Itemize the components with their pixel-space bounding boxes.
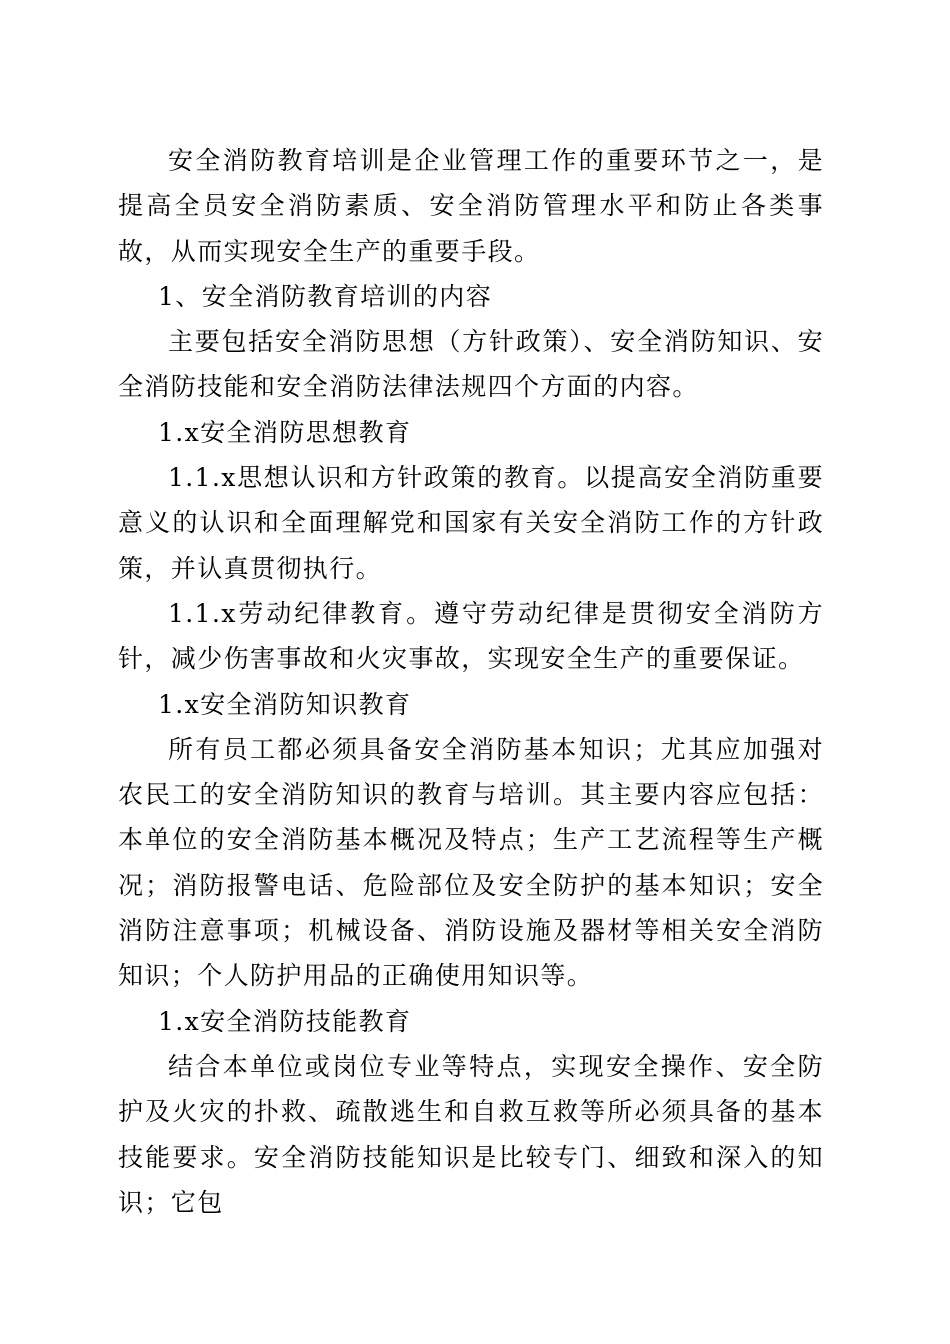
body-paragraph-knowledge-content: 所有员工都必须具备安全消防基本知识；尤其应加强对农民工的安全消防知识的教育与培训。其主要内容应包括：本单位的安全消防基本概况及特点；生产工艺流程等生产概况；消防报警电话、危险部位及安全防护的基本知识；安全消防注意事项；机械设备、消防设施及器材等相关安全消防知识；个人防护用品的正确使用知识等。 bbox=[118, 734, 824, 991]
document-page bbox=[118, 138, 824, 1225]
subsection-heading-knowledge-education: 1.x安全消防知识教育 bbox=[158, 689, 412, 719]
body-paragraph-labor-discipline: 1.1.x劳动纪律教育。遵守劳动纪律是贯彻安全消防方针，减少伤害事故和火灾事故，实现安全生产的重要保证。 bbox=[118, 598, 824, 674]
body-paragraph-skills-content: 结合本单位或岗位专业等特点，实现安全操作、安全防护及火灾的扑救、疏散逃生和自救互救等所必须具备的基本技能要求。安全消防技能知识是比较专门、细致和深入的知识；它包 bbox=[118, 1051, 824, 1217]
body-paragraph-policy-education: 1.1.x思想认识和方针政策的教育。以提高安全消防重要意义的认识和全面理解党和国家有关安全消防工作的方针政策，并认真贯彻执行。 bbox=[118, 463, 824, 583]
subsection-heading-thought-education: 1.x安全消防思想教育 bbox=[158, 417, 412, 447]
subsection-heading-skills-education: 1.x安全消防技能教育 bbox=[158, 1006, 412, 1036]
body-paragraph-intro: 安全消防教育培训是企业管理工作的重要环节之一，是提高全员安全消防素质、安全消防管理水平和防止各类事故，从而实现安全生产的重要手段。 bbox=[118, 146, 824, 266]
section-heading-training-content: 1、安全消防教育培训的内容 bbox=[158, 281, 493, 311]
body-paragraph-content-overview: 主要包括安全消防思想（方针政策）、安全消防知识、安全消防技能和安全消防法律法规四个方面的内容。 bbox=[118, 327, 824, 402]
